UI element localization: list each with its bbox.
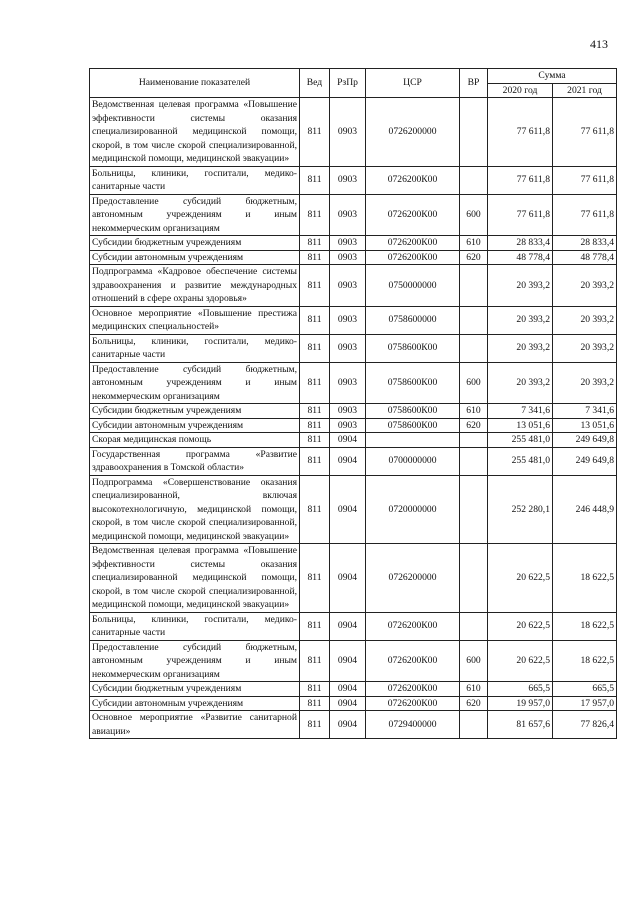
- table-row: [90, 711, 617, 739]
- cell-2020: 77 611,8: [488, 194, 553, 236]
- cell-vr: [460, 265, 488, 307]
- cell-csr: 0726200К00: [366, 612, 460, 640]
- table-row: [90, 433, 617, 448]
- table-row: [90, 544, 617, 613]
- table-row: [90, 194, 617, 236]
- cell-rzpr: 0903: [330, 418, 366, 433]
- cell-2020: 48 778,4: [488, 250, 553, 265]
- cell-rzpr: 0904: [330, 682, 366, 697]
- cell-csr: 0726200К00: [366, 682, 460, 697]
- cell-2021: 665,5: [553, 682, 617, 697]
- cell-name: Основное мероприятие «Повышение престижа медицинских специальностей»: [90, 306, 300, 334]
- cell-ved: 811: [300, 447, 330, 475]
- cell-vr: 620: [460, 250, 488, 265]
- header-name: Наименование показателей: [90, 69, 300, 98]
- table-row: [90, 166, 617, 194]
- cell-2021: 18 622,5: [553, 640, 617, 682]
- header-2020: 2020 год: [488, 84, 553, 98]
- cell-csr: 0726200К00: [366, 640, 460, 682]
- cell-rzpr: 0903: [330, 306, 366, 334]
- cell-2021: 77 611,8: [553, 98, 617, 167]
- cell-rzpr: 0903: [330, 334, 366, 362]
- cell-vr: 620: [460, 696, 488, 711]
- cell-2020: 20 393,2: [488, 334, 553, 362]
- cell-2020: 20 393,2: [488, 362, 553, 404]
- cell-2021: 77 826,4: [553, 711, 617, 739]
- cell-vr: [460, 711, 488, 739]
- cell-2020: 77 611,8: [488, 98, 553, 167]
- cell-name: Субсидии автономным учреждениям: [90, 250, 300, 265]
- cell-ved: 811: [300, 362, 330, 404]
- table-row: [90, 475, 617, 544]
- cell-2021: 13 051,6: [553, 418, 617, 433]
- cell-2021: 18 622,5: [553, 544, 617, 613]
- cell-vr: [460, 433, 488, 448]
- cell-csr: 0726200000: [366, 544, 460, 613]
- cell-name: Подпрограмма «Совершенствование оказания специализированной, включая высокотехнологичную, медицинской помощи, скорой, в том числе скорой специализированной, медицинской помощи, медицинской эвакуации»: [90, 475, 300, 544]
- cell-ved: 811: [300, 404, 330, 419]
- cell-ved: 811: [300, 194, 330, 236]
- cell-2020: 252 280,1: [488, 475, 553, 544]
- table-row: [90, 696, 617, 711]
- cell-ved: 811: [300, 612, 330, 640]
- cell-name: Субсидии автономным учреждениям: [90, 696, 300, 711]
- cell-rzpr: 0904: [330, 447, 366, 475]
- cell-csr: 0700000000: [366, 447, 460, 475]
- cell-2021: 20 393,2: [553, 362, 617, 404]
- cell-name: Субсидии бюджетным учреждениям: [90, 236, 300, 251]
- cell-name: Субсидии бюджетным учреждениям: [90, 404, 300, 419]
- cell-2021: 28 833,4: [553, 236, 617, 251]
- cell-2021: 17 957,0: [553, 696, 617, 711]
- cell-vr: 610: [460, 682, 488, 697]
- cell-2021: 20 393,2: [553, 306, 617, 334]
- cell-csr: 0758600К00: [366, 334, 460, 362]
- cell-name: Больницы, клиники, госпитали, медико-санитарные части: [90, 166, 300, 194]
- cell-name: Больницы, клиники, госпитали, медико-санитарные части: [90, 334, 300, 362]
- cell-2020: 20 393,2: [488, 306, 553, 334]
- cell-name: Подпрограмма «Кадровое обеспечение системы здравоохранения и развитие международных отношений в сфере охраны здоровья»: [90, 265, 300, 307]
- cell-name: Субсидии бюджетным учреждениям: [90, 682, 300, 697]
- cell-csr: 0729400000: [366, 711, 460, 739]
- cell-name: Субсидии автономным учреждениям: [90, 418, 300, 433]
- cell-rzpr: 0903: [330, 236, 366, 251]
- cell-2021: 18 622,5: [553, 612, 617, 640]
- cell-name: Ведомственная целевая программа «Повышение эффективности системы оказания специализированной медицинской помощи, скорой, в том числе скорой специализированной, медицинской помощи, медицинской эвакуации»: [90, 98, 300, 167]
- cell-ved: 811: [300, 544, 330, 613]
- cell-rzpr: 0903: [330, 362, 366, 404]
- cell-csr: 0758600000: [366, 306, 460, 334]
- cell-ved: 811: [300, 306, 330, 334]
- table-row: [90, 98, 617, 167]
- table-row: [90, 236, 617, 251]
- page-number: 413: [590, 37, 608, 51]
- cell-vr: 610: [460, 404, 488, 419]
- cell-ved: 811: [300, 250, 330, 265]
- cell-vr: [460, 334, 488, 362]
- cell-2020: 20 622,5: [488, 544, 553, 613]
- cell-2021: 7 341,6: [553, 404, 617, 419]
- table-row: [90, 447, 617, 475]
- table-row: [90, 404, 617, 419]
- cell-name: Предоставление субсидий бюджетным, автономным учреждениям и иным некоммерческим организациям: [90, 194, 300, 236]
- header-ved: Вед: [300, 69, 330, 98]
- cell-2021: 20 393,2: [553, 334, 617, 362]
- cell-2020: 81 657,6: [488, 711, 553, 739]
- cell-vr: [460, 612, 488, 640]
- cell-name: Предоставление субсидий бюджетным, автономным учреждениям и иным некоммерческим организациям: [90, 640, 300, 682]
- cell-name: Государственная программа «Развитие здравоохранения в Томской области»: [90, 447, 300, 475]
- cell-2020: 20 622,5: [488, 612, 553, 640]
- table-row: [90, 334, 617, 362]
- cell-name: Ведомственная целевая программа «Повышение эффективности системы оказания специализированной медицинской помощи, скорой, в том числе скорой специализированной, медицинской помощи, медицинской эвакуации»: [90, 544, 300, 613]
- cell-2020: 13 051,6: [488, 418, 553, 433]
- cell-name: Основное мероприятие «Развитие санитарной авиации»: [90, 711, 300, 739]
- table-row: [90, 640, 617, 682]
- cell-rzpr: 0904: [330, 475, 366, 544]
- cell-csr: 0720000000: [366, 475, 460, 544]
- cell-ved: 811: [300, 265, 330, 307]
- cell-rzpr: 0904: [330, 696, 366, 711]
- table-row: [90, 682, 617, 697]
- cell-csr: 0758600К00: [366, 362, 460, 404]
- cell-2020: 19 957,0: [488, 696, 553, 711]
- cell-csr: 0726200К00: [366, 696, 460, 711]
- cell-2021: 48 778,4: [553, 250, 617, 265]
- table-row: [90, 362, 617, 404]
- cell-ved: 811: [300, 166, 330, 194]
- cell-2021: 246 448,9: [553, 475, 617, 544]
- header-vr: ВР: [460, 69, 488, 98]
- cell-2021: 20 393,2: [553, 265, 617, 307]
- cell-rzpr: 0903: [330, 265, 366, 307]
- cell-ved: 811: [300, 418, 330, 433]
- cell-ved: 811: [300, 640, 330, 682]
- cell-csr: 0726200К00: [366, 236, 460, 251]
- table-row: [90, 250, 617, 265]
- table-row: [90, 612, 617, 640]
- cell-2020: 255 481,0: [488, 433, 553, 448]
- cell-ved: 811: [300, 475, 330, 544]
- cell-vr: 620: [460, 418, 488, 433]
- cell-2021: 77 611,8: [553, 166, 617, 194]
- cell-vr: 600: [460, 362, 488, 404]
- header-2021: 2021 год: [553, 84, 617, 98]
- cell-2021: 249 649,8: [553, 447, 617, 475]
- cell-csr: 0726200000: [366, 98, 460, 167]
- budget-table: [89, 68, 617, 739]
- cell-vr: [460, 98, 488, 167]
- cell-2020: 77 611,8: [488, 166, 553, 194]
- cell-rzpr: 0904: [330, 433, 366, 448]
- cell-rzpr: 0903: [330, 98, 366, 167]
- cell-2020: 7 341,6: [488, 404, 553, 419]
- cell-ved: 811: [300, 236, 330, 251]
- cell-rzpr: 0903: [330, 194, 366, 236]
- cell-name: Предоставление субсидий бюджетным, автономным учреждениям и иным некоммерческим организациям: [90, 362, 300, 404]
- cell-2021: 249 649,8: [553, 433, 617, 448]
- cell-vr: [460, 475, 488, 544]
- cell-csr: 0758600К00: [366, 418, 460, 433]
- cell-2020: 20 393,2: [488, 265, 553, 307]
- cell-csr: 0726200К00: [366, 194, 460, 236]
- cell-vr: 610: [460, 236, 488, 251]
- cell-2020: 255 481,0: [488, 447, 553, 475]
- cell-ved: 811: [300, 334, 330, 362]
- cell-rzpr: 0904: [330, 544, 366, 613]
- cell-vr: [460, 544, 488, 613]
- cell-vr: [460, 166, 488, 194]
- cell-rzpr: 0903: [330, 250, 366, 265]
- cell-vr: [460, 447, 488, 475]
- cell-csr: 0726200К00: [366, 250, 460, 265]
- cell-rzpr: 0904: [330, 612, 366, 640]
- cell-vr: 600: [460, 194, 488, 236]
- cell-vr: [460, 306, 488, 334]
- cell-vr: 600: [460, 640, 488, 682]
- cell-rzpr: 0904: [330, 640, 366, 682]
- cell-name: Скорая медицинская помощь: [90, 433, 300, 448]
- cell-ved: 811: [300, 711, 330, 739]
- cell-rzpr: 0903: [330, 404, 366, 419]
- table-row: [90, 418, 617, 433]
- header-sum: Сумма: [488, 69, 617, 84]
- cell-csr: 0750000000: [366, 265, 460, 307]
- cell-csr: 0726200К00: [366, 166, 460, 194]
- cell-name: Больницы, клиники, госпитали, медико-санитарные части: [90, 612, 300, 640]
- cell-csr: 0758600К00: [366, 404, 460, 419]
- header-csr: ЦСР: [366, 69, 460, 98]
- table-body: [90, 98, 617, 739]
- table-row: [90, 306, 617, 334]
- cell-2020: 28 833,4: [488, 236, 553, 251]
- cell-ved: 811: [300, 98, 330, 167]
- header-rzpr: РзПр: [330, 69, 366, 98]
- cell-2020: 20 622,5: [488, 640, 553, 682]
- table-row: [90, 265, 617, 307]
- cell-ved: 811: [300, 696, 330, 711]
- cell-2021: 77 611,8: [553, 194, 617, 236]
- cell-rzpr: 0904: [330, 711, 366, 739]
- cell-csr: [366, 433, 460, 448]
- cell-rzpr: 0903: [330, 166, 366, 194]
- cell-2020: 665,5: [488, 682, 553, 697]
- cell-ved: 811: [300, 433, 330, 448]
- cell-ved: 811: [300, 682, 330, 697]
